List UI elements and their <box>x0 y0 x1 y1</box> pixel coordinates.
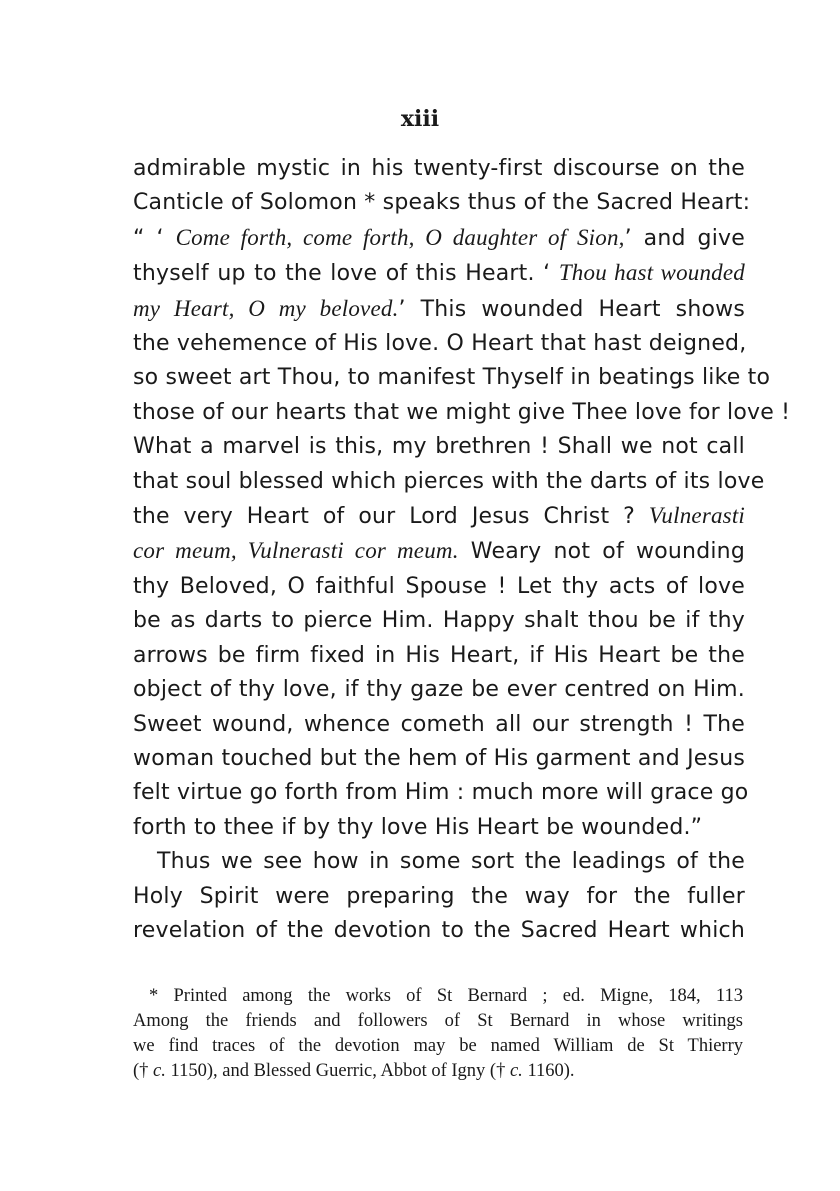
text-line: thy Beloved, O faithful Spouse ! Let thy acts of love <box>133 573 745 599</box>
text-line: arrows be firm fixed in His Heart, if His Heart be the <box>133 642 745 668</box>
text-line: Canticle of Solomon * speaks thus of the Sacred Heart: <box>133 190 751 216</box>
text-line: the very Heart of our Lord Jesus Christ ? Vulnerasti <box>133 503 745 530</box>
text-line: object of thy love, if thy gaze be ever centred on Him. <box>133 677 745 703</box>
text-line: admirable mystic in his twenty-first discourse on the <box>133 156 745 181</box>
footnote-line: († c. 1150), and Blessed Guerric, Abbot of Igny († c. 1160). <box>133 1061 575 1081</box>
text-line: Holy Spirit were preparing the way for the fuller <box>133 883 745 909</box>
text-line: “ ‘ Come forth, come forth, O daughter of Sion,’ and give <box>133 224 745 251</box>
text-line: felt virtue go forth from Him : much more will grace go <box>133 780 749 806</box>
text-line: Thus we see how in some sort the leadings of the <box>157 849 745 875</box>
text-line: those of our hearts that we might give Thee love for love ! <box>133 399 791 425</box>
text-line: the vehemence of His love. O Heart that hast deigned, <box>133 331 747 357</box>
text-line: that soul blessed which pierces with the darts of its love <box>133 468 765 494</box>
body-text <box>133 152 791 948</box>
text-line: my Heart, O my beloved.’ This wounded Heart shows <box>133 295 745 322</box>
page-number: xiii <box>400 106 440 132</box>
text-line: Sweet wound, whence cometh all our strength ! The <box>133 711 745 737</box>
text-line: be as darts to pierce Him. Happy shalt thou be if thy <box>133 608 745 634</box>
footnote-line: we find traces of the devotion may be named William de St Thierry <box>133 1036 743 1056</box>
text-line: What a marvel is this, my brethren ! Shall we not call <box>133 434 745 460</box>
footnote-line: Among the friends and followers of St Bernard in whose writings <box>133 1011 743 1031</box>
text-line: so sweet art Thou, to manifest Thyself in beatings like to <box>133 365 771 391</box>
text-line: thyself up to the love of this Heart. ‘ Thou hast wounded <box>133 260 745 287</box>
text-line: woman touched but the hem of His garment and Jesus <box>133 745 745 771</box>
text-line: forth to thee if by thy love His Heart be wounded.” <box>133 814 703 840</box>
text-line: cor meum, Vulnerasti cor meum. Weary not of wounding <box>133 538 745 565</box>
footnote-line: * Printed among the works of St Bernard ; ed. Migne, 184, 113 <box>149 986 743 1006</box>
text-line: revelation of the devotion to the Sacred Heart which <box>133 917 745 943</box>
footnote <box>133 984 743 1084</box>
